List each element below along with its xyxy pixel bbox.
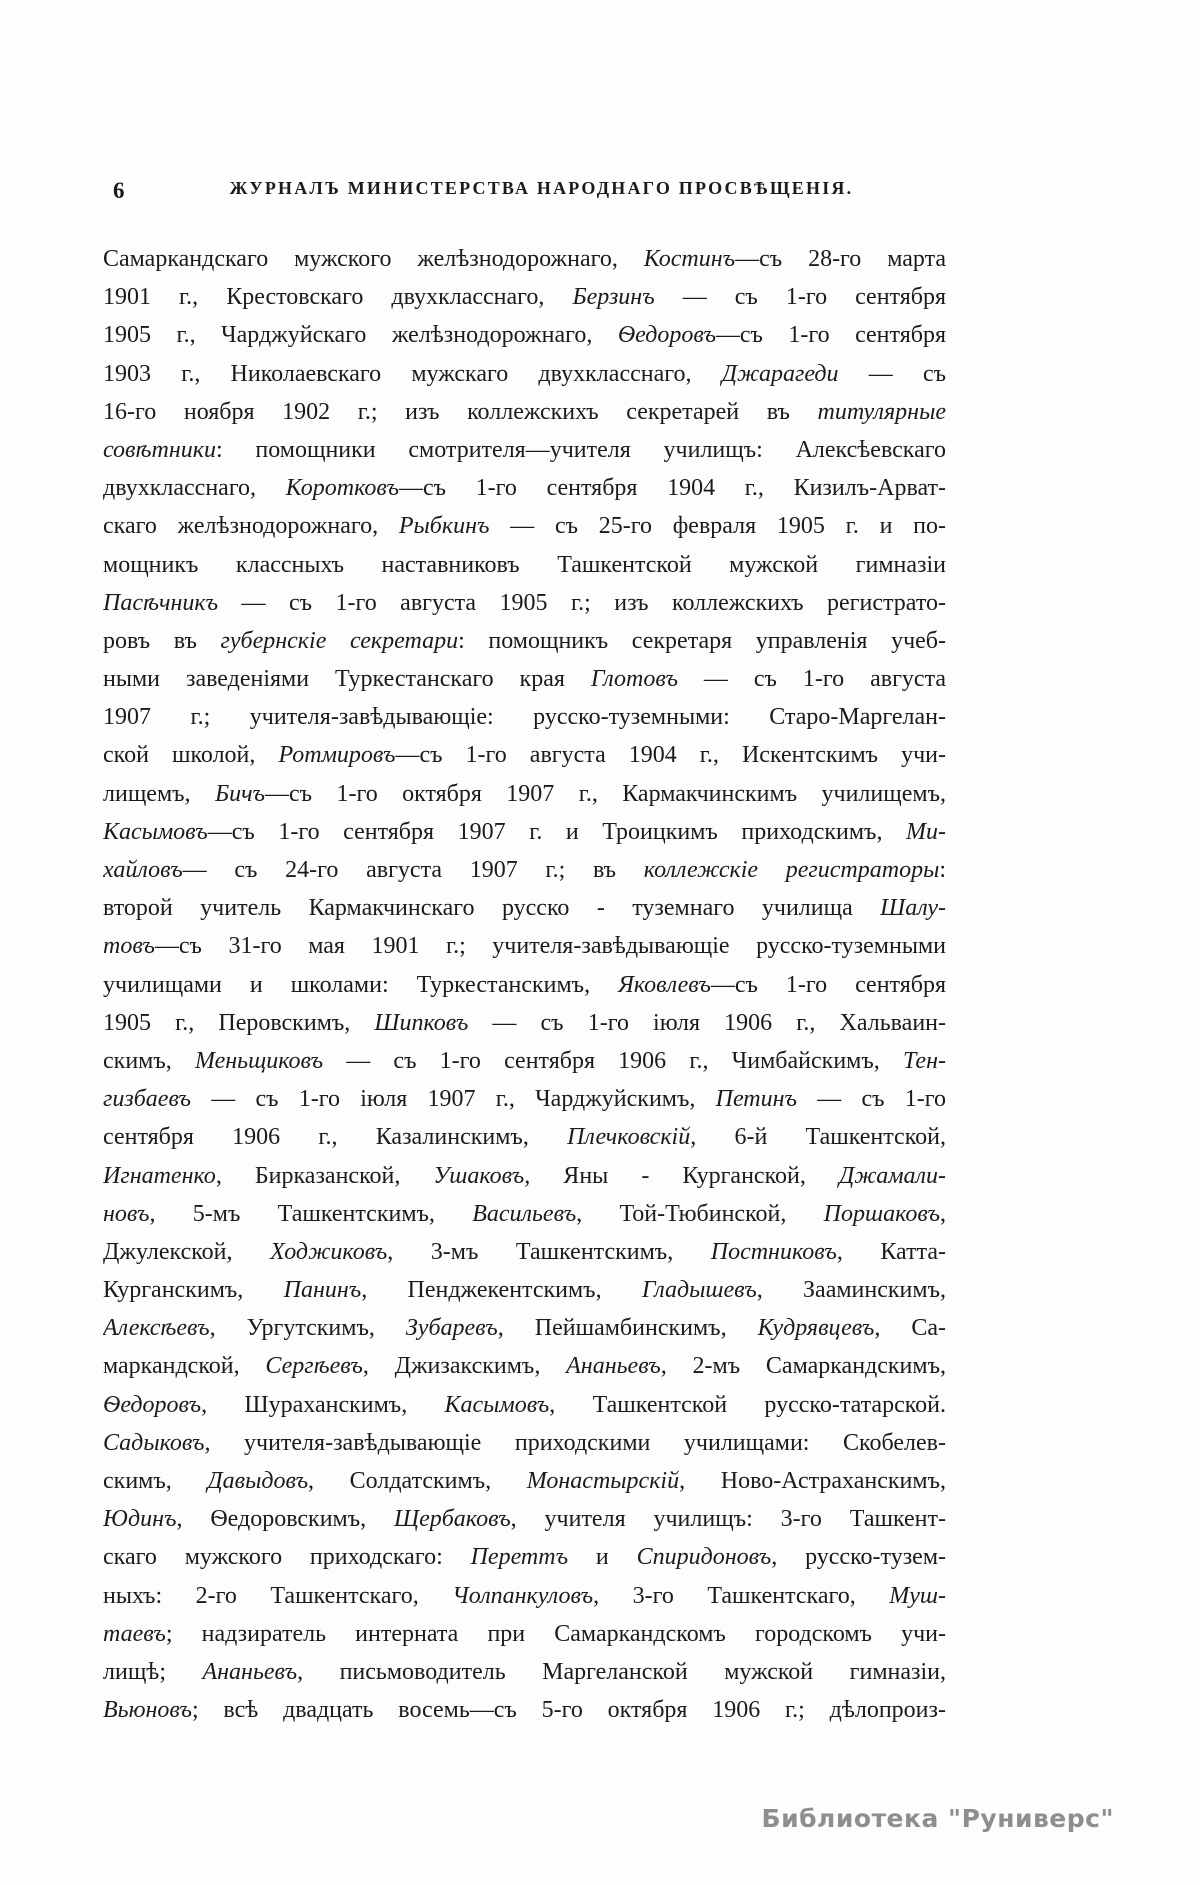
text-run: , Яны - Курганской, [524,1162,839,1189]
text-run: — съ 1-го сентября 1906 г., Чимбайскимъ, [323,1047,903,1074]
italic-text-run: Берзинъ [572,284,655,311]
text-line [103,1309,946,1347]
italic-text-run: Садыковъ [103,1429,205,1456]
text-run: , Ѳедоровскимъ, [176,1506,395,1533]
italic-text-run: Яковлевъ [618,971,711,998]
text-line [103,1462,946,1500]
text-run: , учителя училищъ: 3-го Ташкент- [510,1506,946,1533]
text-run: ныхъ: 2-го Ташкентскаго, [103,1582,453,1609]
text-run: , Шураханскимъ, [201,1391,445,1418]
text-run: лищѣ; [103,1658,203,1685]
text-line [103,1577,946,1615]
text-run: 16-го ноября 1902 г.; изъ коллежскихъ секретарей въ [103,398,818,425]
text-line [103,698,946,736]
text-run: , Солдатскимъ, [308,1468,527,1494]
text-run: — съ 1-го сентября [654,284,946,311]
page-header [103,178,946,208]
text-line [103,1347,946,1385]
text-run: училищами и школами: Туркестанскимъ, [103,971,619,998]
text-run: , Той-Тюбинской, [576,1200,824,1227]
text-run: ровъ въ [103,627,221,654]
journal-running-title: ЖУРНАЛЪ МИНИСТЕРСТВА НАРОДНАГО ПРОСВѢЩЕНІЯ. [229,178,854,198]
text-run: маркандской, [103,1353,266,1380]
text-run: 1907 г.; учителя-завѣдывающіе: русско-туземными: Старо-Маргелан- [103,704,946,731]
italic-text-run: Ротмировъ [278,742,396,769]
text-run: , Пейшамбинскимъ, [497,1315,758,1342]
text-run: , Катта- [836,1238,946,1265]
text-run: — съ 1-го августа 1905 г.; изъ коллежскихъ регистрато- [218,589,946,616]
text-run: ными заведеніями Туркестанскаго края [103,666,591,693]
italic-text-run: Вьюновъ [103,1697,192,1724]
text-run: ской школой, [103,742,279,769]
italic-text-run: Шипковъ [374,1009,469,1036]
text-run: , Ургутскимъ, [209,1315,406,1342]
text-line [103,1653,946,1691]
text-run: : помощники смотрителя—учителя училищъ: Алексѣевскаго [215,436,946,463]
italic-text-run: Ананьевъ [566,1353,661,1380]
text-run: , [940,1200,946,1227]
italic-text-run: гизбаевъ [103,1086,192,1113]
text-line [103,278,946,316]
text-run: —съ 1-го сентября [710,971,946,998]
text-run: 1903 г., Николаевскаго мужскаго двухкласснаго, [103,360,722,387]
italic-text-run: Ѳедоровъ [617,322,716,349]
italic-text-run: Муш- [889,1582,946,1609]
text-run: , Зааминскимъ, [756,1277,946,1304]
italic-text-run: Джамали- [838,1162,946,1189]
italic-text-run: Зубаревъ [405,1315,498,1342]
text-run: — съ 25-го февраля 1905 г. и по- [489,513,946,540]
text-line [103,431,946,469]
text-run: —съ 28-го марта [735,246,946,272]
page-number: 6 [113,178,126,203]
italic-text-run: коллежскіе регистраторы [643,857,940,883]
text-line [103,1691,946,1729]
italic-text-run: Ѳедоровъ [103,1391,202,1418]
italic-text-run: хайловъ [103,857,183,883]
text-line [103,355,946,393]
text-line [103,1004,946,1042]
text-run: , Пенджекентскимъ, [361,1277,642,1304]
italic-text-run: Ходжиковъ [270,1238,388,1265]
text-run: скаго желѣзнодорожнаго, [103,513,399,540]
text-run: 1901 г., Крестовскаго двухкласснаго, [103,284,573,311]
italic-text-run: Шалу- [880,895,946,922]
italic-text-run: Ушаковъ [433,1162,525,1189]
text-run: , Ново-Астраханскимъ, [679,1468,946,1494]
text-run: 1905 г., Перовскимъ, [103,1009,375,1036]
library-watermark: Библиотека "Руниверс" [761,1804,1114,1833]
italic-text-run: Тен- [902,1047,946,1074]
text-run: , русско-тузем- [771,1544,946,1571]
italic-text-run: Коротковъ [285,475,399,502]
text-run: , 3-го Ташкентскаго, [593,1582,890,1609]
text-run: ; надзиратель интерната при Самаркандскомъ городскомъ учи- [165,1620,946,1647]
text-run: — съ 1-го августа [677,666,946,693]
text-line [103,851,946,889]
text-run: — съ 1-го [797,1086,946,1113]
text-line [103,1500,946,1538]
italic-text-run: новъ [103,1200,150,1227]
italic-text-run: Панинъ [283,1277,362,1304]
text-run: —съ 1-го августа 1904 г., Искентскимъ учи- [395,742,946,769]
italic-text-run: губернскіе секретари [220,627,459,654]
italic-text-run: Кудрявцевъ [757,1315,875,1342]
italic-text-run: Васильевъ [472,1200,577,1227]
italic-text-run: Касымовъ [103,818,208,845]
text-line [103,1538,946,1576]
italic-text-run: Давыдовъ [207,1468,309,1494]
italic-text-run: Гладышевъ [641,1277,757,1304]
italic-text-run: Игнатенко [103,1162,216,1189]
italic-text-run: Юдинъ [103,1506,177,1533]
italic-text-run: Монастырскій [526,1468,680,1494]
text-run: , 3-мъ Ташкентскимъ, [387,1238,711,1265]
italic-text-run: Поршаковъ [823,1200,940,1227]
text-line [103,1195,946,1233]
italic-text-run: таевъ [103,1620,166,1647]
italic-text-run: Ми- [906,818,946,845]
text-line [103,736,946,774]
italic-text-run: Сергѣевъ [265,1353,363,1380]
text-run: , 6-й Ташкентской, [690,1124,946,1151]
text-line [103,1233,946,1271]
text-run: — съ 1-го іюля 1906 г., Хальваин- [468,1009,946,1036]
text-run: —съ 31-го мая 1901 г.; учителя-завѣдывающіе русско-туземными [154,933,946,960]
text-run: , Бирказанской, [215,1162,434,1189]
text-run: лищемъ, [103,780,215,807]
text-run: —съ 1-го октября 1907 г., Кармакчинскимъ училищемъ, [265,780,946,807]
text-line [103,393,946,431]
italic-text-run: Касымовъ [444,1391,550,1418]
italic-text-run: Бичъ [214,780,266,807]
text-run: , 5-мъ Ташкентскимъ, [149,1200,473,1227]
text-run: , Са- [874,1315,946,1342]
text-run: скаго мужского приходскаго: [103,1544,471,1571]
italic-text-run: Рыбкинъ [398,513,490,540]
italic-text-run: Алексѣевъ [103,1315,210,1342]
italic-text-run: Джарагеди [721,360,839,387]
text-line [103,775,946,813]
italic-text-run: Постниковъ [710,1238,837,1265]
text-run: ; всѣ двадцать восемь—съ 5-го октября 1906 г.; дѣлопроиз- [191,1697,946,1724]
text-run: —съ 1-го сентября 1904 г., Кизилъ-Арват- [398,475,946,502]
italic-text-run: совѣтники [103,436,216,463]
italic-text-run: товъ [103,933,155,960]
text-run: скимъ, [103,1468,208,1494]
text-run: второй учитель Кармакчинскаго русско - туземнаго училища [103,895,881,922]
text-line [103,622,946,660]
text-run: 1905 г., Чарджуйскаго желѣзнодорожнаго, [103,322,618,349]
text-run: , учителя-завѣдывающіе приходскими училищами: Скобелев- [204,1429,946,1456]
text-run: , письмоводитель Маргеланской мужской гимназіи, [297,1658,946,1685]
text-line [103,240,946,278]
italic-text-run: Меньщиковъ [194,1047,324,1074]
text-line [103,1118,946,1156]
text-line [103,469,946,507]
text-run: —съ 1-го сентября 1907 г. и Троицкимъ приходскимъ, [207,818,907,845]
text-run: Самаркандскаго мужского желѣзнодорожнаго, [103,246,644,272]
italic-text-run: Костинъ [643,246,736,272]
text-run: , Джизакскимъ, [362,1353,567,1380]
text-line [103,1271,946,1309]
text-line [103,1080,946,1118]
text-run: : помощникъ секретаря управленія учеб- [458,627,946,654]
text-line [103,1386,946,1424]
text-line [103,889,946,927]
italic-text-run: Ананьевъ [202,1658,298,1685]
text-line [103,1157,946,1195]
text-run: : [939,857,946,883]
italic-text-run: Переттъ [470,1544,569,1571]
italic-text-run: Чолпанкуловъ [452,1582,594,1609]
italic-text-run: Пасѣчникъ [103,589,219,616]
text-line [103,546,946,584]
italic-text-run: Спиридоновъ [636,1544,772,1571]
italic-text-run: Щербаковъ [394,1506,511,1533]
text-run: и [568,1544,637,1571]
text-line [103,1615,946,1653]
italic-text-run: Плечковскій [567,1124,691,1151]
text-line [103,507,946,545]
italic-text-run: Петинъ [715,1086,797,1113]
text-line [103,316,946,354]
text-run: —съ 1-го сентября [715,322,946,349]
italic-text-run: титулярные [817,398,946,425]
text-line [103,660,946,698]
text-line [103,584,946,622]
text-line [103,1424,946,1462]
italic-text-run: Глотовъ [590,666,678,693]
text-run: , Ташкентской русско-татарской. [549,1391,946,1418]
text-run: сентября 1906 г., Казалинскимъ, [103,1124,568,1151]
text-line [103,813,946,851]
text-run: двухкласснаго, [103,475,286,502]
text-line [103,966,946,1004]
text-run: Джулекской, [103,1238,271,1265]
body-text [103,240,946,1729]
text-run: мощникъ классныхъ наставниковъ Ташкентской мужской гимназіи [103,551,946,578]
text-run: Курганскимъ, [103,1277,284,1304]
text-line [103,1042,946,1080]
text-line [103,927,946,965]
text-run: — съ 1-го іюля 1907 г., Чарджуйскимъ, [191,1086,716,1113]
text-run: — съ 24-го августа 1907 г.; въ [182,857,644,883]
text-run: — съ [838,360,946,387]
text-run: скимъ, [103,1047,195,1074]
text-run: , 2-мъ Самаркандскимъ, [660,1353,946,1380]
